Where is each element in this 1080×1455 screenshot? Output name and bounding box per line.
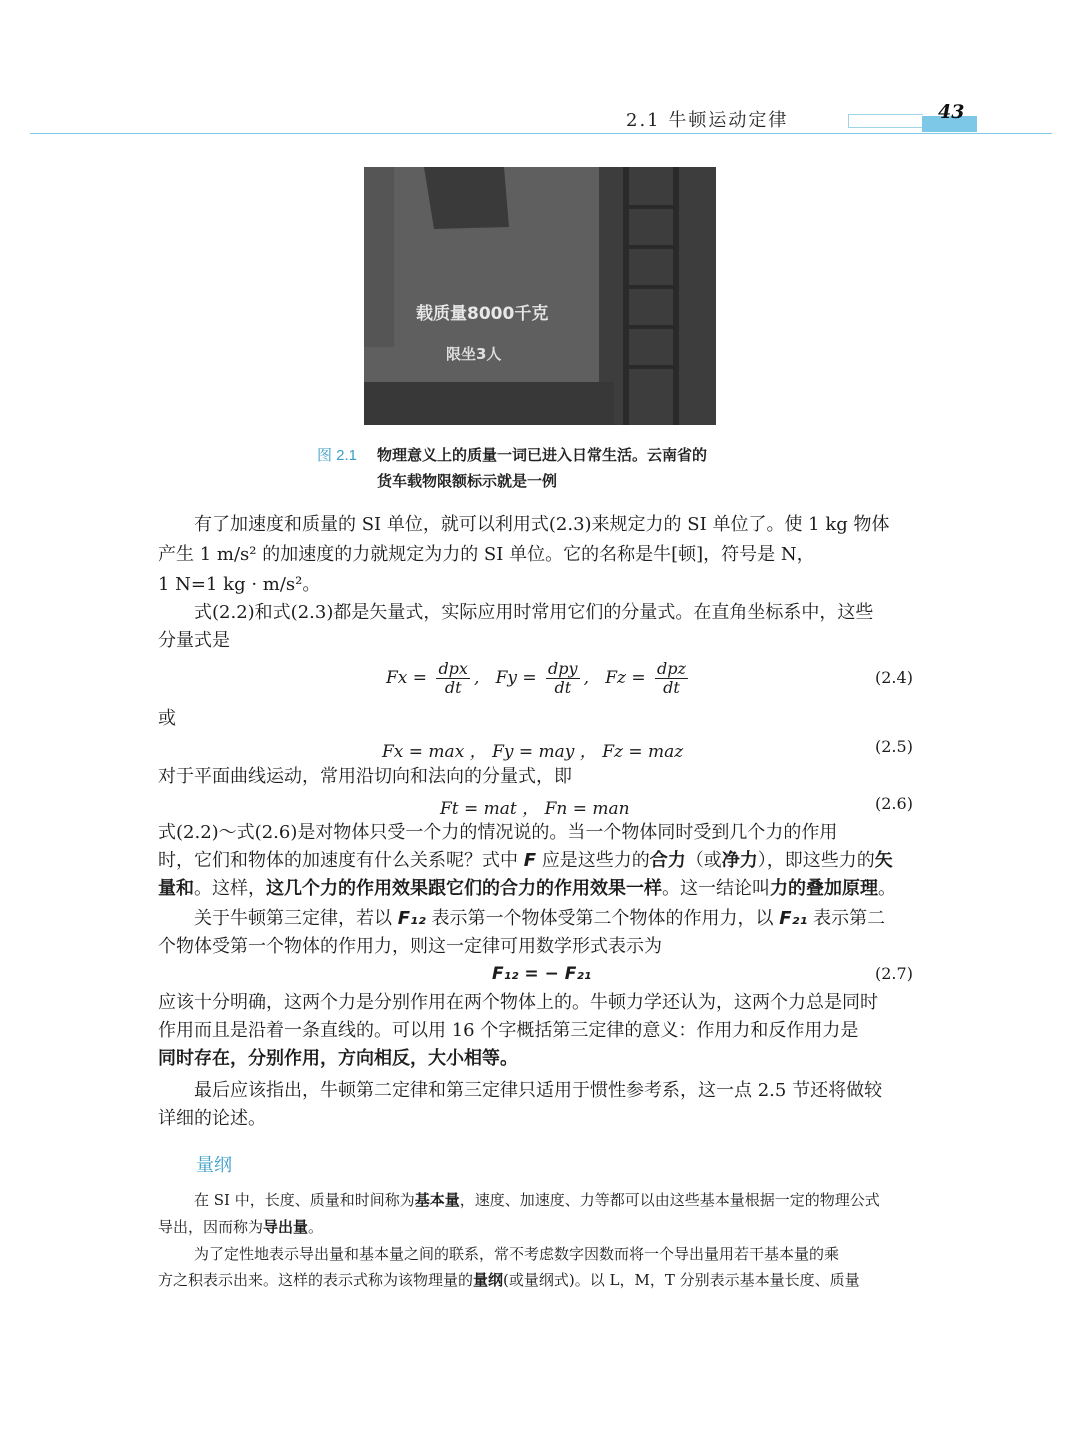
para6-line2: 作用而且是沿着一条直线的。可以用 16 个字概括第三定律的意义：作用力和反作用力是 xyxy=(158,1020,859,1041)
para1-line3: 1 N=1 kg · m/s²。 xyxy=(158,574,321,595)
para5-line2: 个物体受第一个物体的作用力，则这一定律可用数学形式表示为 xyxy=(158,936,662,957)
dims-para2-line2: 方之积表示出来。这样的表示式称为该物理量的量纲(或量纲式)。以 L，M，T 分别表示基本量长度、质量 xyxy=(158,1271,860,1289)
eq24-fx: Fx = xyxy=(386,668,428,688)
para2-line2: 分量式是 xyxy=(158,630,230,651)
photo-seat-label: 限坐3人 xyxy=(446,345,502,363)
equation-2-7: F₁₂ = − F₂₁ xyxy=(492,964,592,984)
eq-number-2-4: (2.4) xyxy=(875,668,913,687)
para4-line2: 时，它们和物体的加速度有什么关系呢？式中 F 应是这些力的合力（或净力），即这些力的矢 xyxy=(158,850,893,871)
eq-number-2-5: (2.5) xyxy=(875,737,913,756)
eq-number-2-6: (2.6) xyxy=(875,794,913,813)
eq-number-2-7: (2.7) xyxy=(875,964,913,983)
eq24-fz: Fz = xyxy=(605,668,646,688)
figure-number: 图 2.1 xyxy=(317,447,358,464)
eq24-frac-z: $\frac{\text{dpz}}{dt}$ xyxy=(657,659,686,697)
header-rule xyxy=(30,133,1052,134)
para7-line1: 最后应该指出，牛顿第二定律和第三定律只适用于惯性参考系，这一点 2.5 节还将做较 xyxy=(194,1080,883,1101)
section-title: 量纲 xyxy=(196,1155,232,1176)
caption-line-1: 物理意义上的质量一词已进入日常生活。云南省的 xyxy=(377,446,708,464)
para6-line3: 同时存在，分别作用，方向相反，大小相等。 xyxy=(158,1048,518,1069)
para3: 对于平面曲线运动，常用沿切向和法向的分量式，即 xyxy=(158,766,572,787)
caption-line-2: 货车载物限额标示就是一例 xyxy=(377,472,558,490)
equation-2-6: Ft = mat ， Fn = man xyxy=(440,799,630,819)
or-word: 或 xyxy=(158,708,176,729)
running-head: 2.1 牛顿运动定律 xyxy=(626,110,789,131)
page-number: 43 xyxy=(938,101,965,123)
para4-line1: 式(2.2)～式(2.6)是对物体只受一个力的情况说的。当一个物体同时受到几个力的作用 xyxy=(158,822,838,843)
dims-para2-line1: 为了定性地表示导出量和基本量之间的联系，常不考虑数字因数而将一个导出量用若干基本量的乘 xyxy=(194,1245,840,1263)
eq24-frac-y: $\frac{\text{dpy}}{dt}$ xyxy=(548,659,578,697)
dims-para1-line2: 导出，因而称为导出量。 xyxy=(158,1218,324,1236)
photo-load-label: 载质量8000千克 xyxy=(416,304,549,324)
eq24-frac-x: $\frac{\text{dpx}}{dt}$ xyxy=(438,659,468,697)
para6-line1: 应该十分明确，这两个力是分别作用在两个物体上的。牛顿力学还认为，这两个力总是同时 xyxy=(158,992,878,1013)
header-box xyxy=(848,114,923,128)
para5-line1: 关于牛顿第三定律，若以 F₁₂ 表示第一个物体受第二个物体的作用力，以 F₂₁ 表示第二 xyxy=(194,908,886,929)
para1-line2: 产生 1 m/s² 的加速度的力就规定为力的 SI 单位。它的名称是牛[顿]，符号是 N， xyxy=(158,544,815,565)
para4-line3: 量和。这样，这几个力的作用效果跟它们的合力的作用效果一样。这一结论叫力的叠加原理。 xyxy=(158,878,896,899)
para7-line2: 详细的论述。 xyxy=(158,1108,266,1129)
para1-line1: 有了加速度和质量的 SI 单位，就可以利用式(2.3)来规定力的 SI 单位了。使 1 kg 物体 xyxy=(194,514,890,535)
truck-photo xyxy=(364,167,716,425)
equation-2-5: Fx = max ， Fy = may ， Fz = maz xyxy=(382,742,684,762)
dims-para1-line1: 在 SI 中，长度、质量和时间称为基本量，速度、加速度、力等都可以由这些基本量根据一定的物理公式 xyxy=(194,1191,880,1209)
para2-line1: 式(2.2)和式(2.3)都是矢量式，实际应用时常用它们的分量式。在直角坐标系中，这些 xyxy=(194,602,874,623)
eq24-fy: Fy = xyxy=(495,668,537,688)
equation-2-4: Fx = $\frac{\text{dpx}}{dt}$ , Fy = $\frac{\text{dpy}}{dt}$ , Fz = $\frac{\text{dpz}}{dt}$ xyxy=(386,659,686,697)
